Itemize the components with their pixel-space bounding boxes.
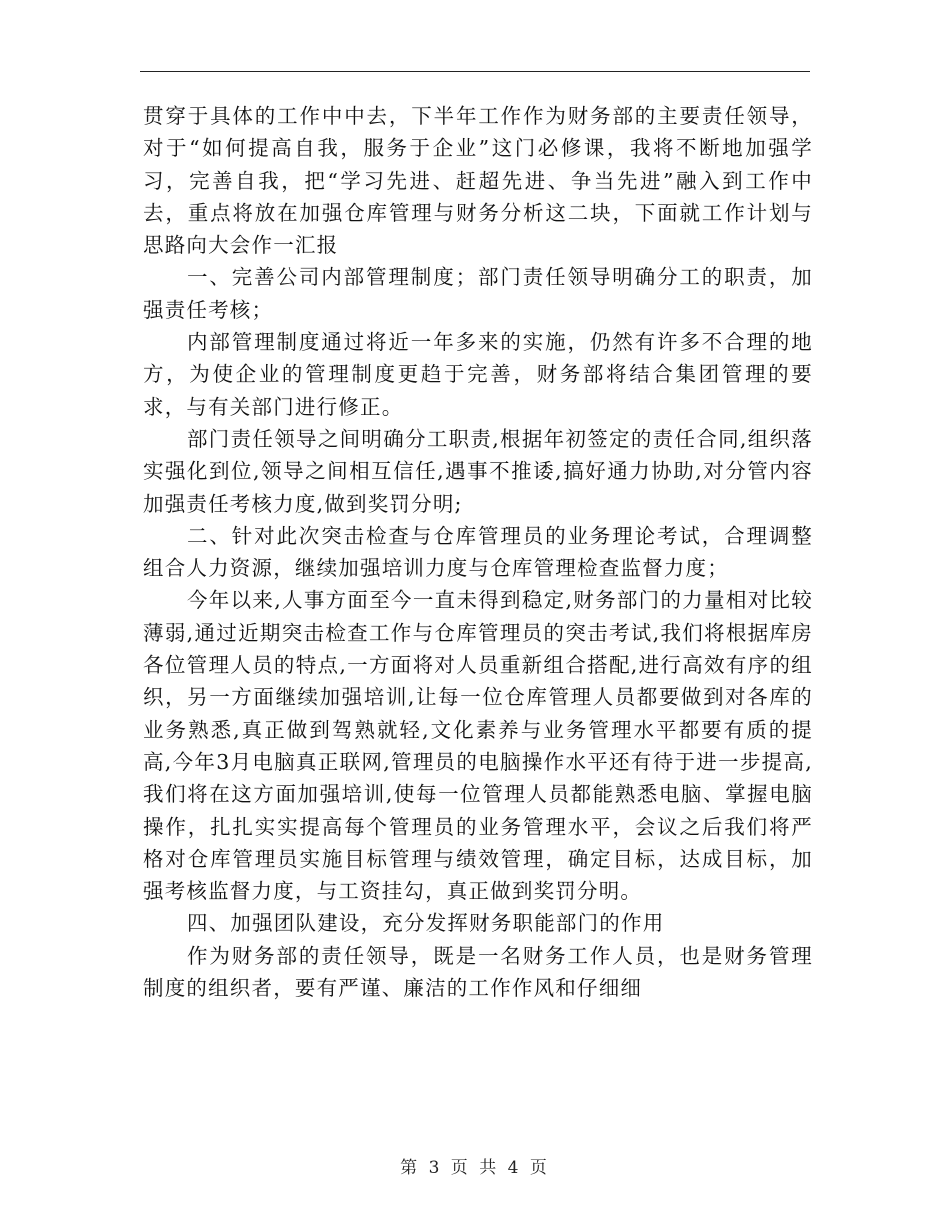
- header-rule: [140, 71, 810, 72]
- paragraph-continuation: 贯穿于具体的工作中中去，下半年工作作为财务部的主要责任领导，对于“如何提高自我，服务于企业”这门必修课，我将不断地加强学习，完善自我，把“学习先进、赶超先进、争当先进”融入到工作中去，重点将放在加强仓库管理与财务分析这二块，下面就工作计划与思路向大会作一汇报: [143, 104, 813, 258]
- paragraph: 作为财务部的责任领导，既是一名财务工作人员，也是财务管理制度的组织者，要有严谨、廉洁的工作作风和仔细细: [143, 943, 813, 1001]
- document-body: [143, 100, 813, 1004]
- section-heading-1: 一、完善公司内部管理制度；部门责任领导明确分工的职责，加强责任考核；: [143, 265, 813, 322]
- paragraph: 今年以来,人事方面至今一直未得到稳定,财务部门的力量相对比较薄弱,通过近期突击检查工作与仓库管理员的突击考试,我们将根据库房各位管理人员的特点,一方面将对人员重新组合搭配,进行高效有序的组织，另一方面继续加强培训,让每一位仓库管理人员都要做到对各库的业务熟悉,真正做到驾熟就轻,文化素养与业务管理水平都要有质的提高,今年3月电脑真正联网,管理员的电脑操作水平还有待于进一步提高,我们将在这方面加强培训,使每一位管理人员都能熟悉电脑、掌握电脑操作，扎扎实实提高每个管理员的业务管理水平，会议之后我们将严格对仓库管理员实施目标管理与绩效管理，确定目标，达成目标，加强考核监督力度，与工资挂勾，真正做到奖罚分明。: [143, 588, 813, 904]
- paragraph: 内部管理制度通过将近一年多来的实施，仍然有许多不合理的地方，为使企业的管理制度更趋于完善，财务部将结合集团管理的要求，与有关部门进行修正。: [143, 330, 813, 419]
- section-heading-4: 四、加强团队建设，充分发挥财务职能部门的作用: [187, 911, 665, 936]
- section-heading-2: 二、针对此次突击检查与仓库管理员的业务理论考试，合理调整组合人力资源，继续加强培训力度与仓库管理检查监督力度；: [143, 523, 813, 581]
- page-number-footer: 第 3 页 共 4 页: [400, 1158, 550, 1178]
- paragraph: 部门责任领导之间明确分工职责,根据年初签定的责任合同,组织落实强化到位,领导之间相互信任,遇事不推诿,搞好通力协助,对分管内容加强责任考核力度,做到奖罚分明;: [143, 426, 813, 516]
